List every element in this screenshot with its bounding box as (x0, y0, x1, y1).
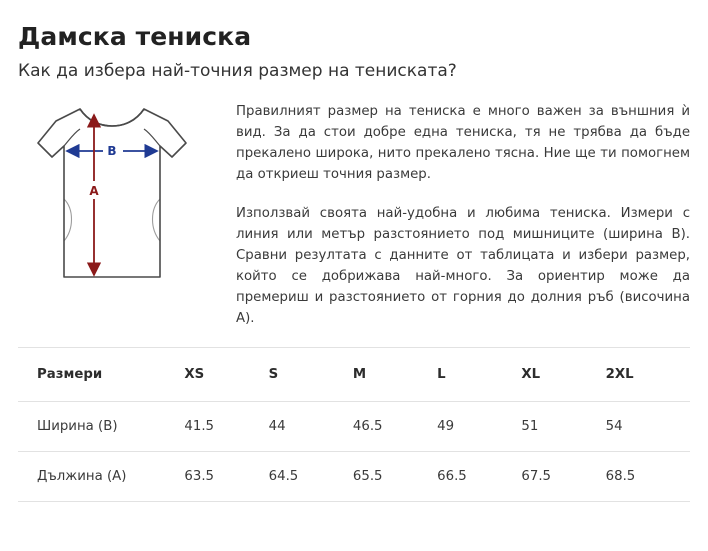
cell-width-xs: 41.5 (184, 402, 268, 452)
header-cell-label: Размери (18, 348, 184, 402)
page-title: Дамска тениска (18, 22, 252, 51)
cell-length-s: 64.5 (269, 452, 353, 502)
header-cell-xl: XL (521, 348, 605, 402)
table-body (18, 402, 690, 502)
height-label: A (89, 184, 99, 198)
cell-length-l: 66.5 (437, 452, 521, 502)
tshirt-diagram (18, 99, 218, 291)
row-label-length: Дължина (A) (18, 452, 184, 502)
tshirt-outline-icon (18, 99, 218, 291)
header-cell-xs: XS (184, 348, 268, 402)
table-header-row (18, 348, 690, 402)
cell-width-s: 44 (269, 402, 353, 452)
header-cell-2xl: 2XL (606, 348, 690, 402)
page-subtitle: Как да избера най-точния размер на тениската? (18, 61, 457, 81)
cell-length-2xl: 68.5 (606, 452, 690, 502)
paragraph-1: Правилният размер на тениска е много важен за външния ѝ вид. За да стои добре една тениска, тя не трябва да бъде прекалено широка, нито прекалено тясна. Ние ще ти помогнем да откриеш точния размер. (236, 104, 690, 182)
table-row (18, 452, 690, 502)
table-head (18, 348, 690, 402)
cell-length-m: 65.5 (353, 452, 437, 502)
row-label-width: Ширина (B) (18, 402, 184, 452)
size-table (18, 347, 690, 502)
cell-width-l: 49 (437, 402, 521, 452)
cell-length-xs: 63.5 (184, 452, 268, 502)
table-row (18, 402, 690, 452)
cell-length-xl: 67.5 (521, 452, 605, 502)
description-text (218, 99, 690, 329)
header-cell-m: M (353, 348, 437, 402)
size-table-container (18, 347, 690, 502)
size-guide-page (0, 22, 708, 551)
cell-width-xl: 51 (521, 402, 605, 452)
width-label: B (107, 144, 117, 158)
paragraph-2: Използвай своята най-удобна и любима тениска. Измери с линия или метър разстоянието под мишниците (ширина B). Сравни резултата с данните от таблицата и избери размер, който се добрижава най-много. За ориентир може да премериш и разстоянието от горния до долния ръб (височина A). (236, 206, 690, 326)
content-area (18, 99, 690, 329)
cell-width-m: 46.5 (353, 402, 437, 452)
header-cell-s: S (269, 348, 353, 402)
cell-width-2xl: 54 (606, 402, 690, 452)
header-cell-l: L (437, 348, 521, 402)
